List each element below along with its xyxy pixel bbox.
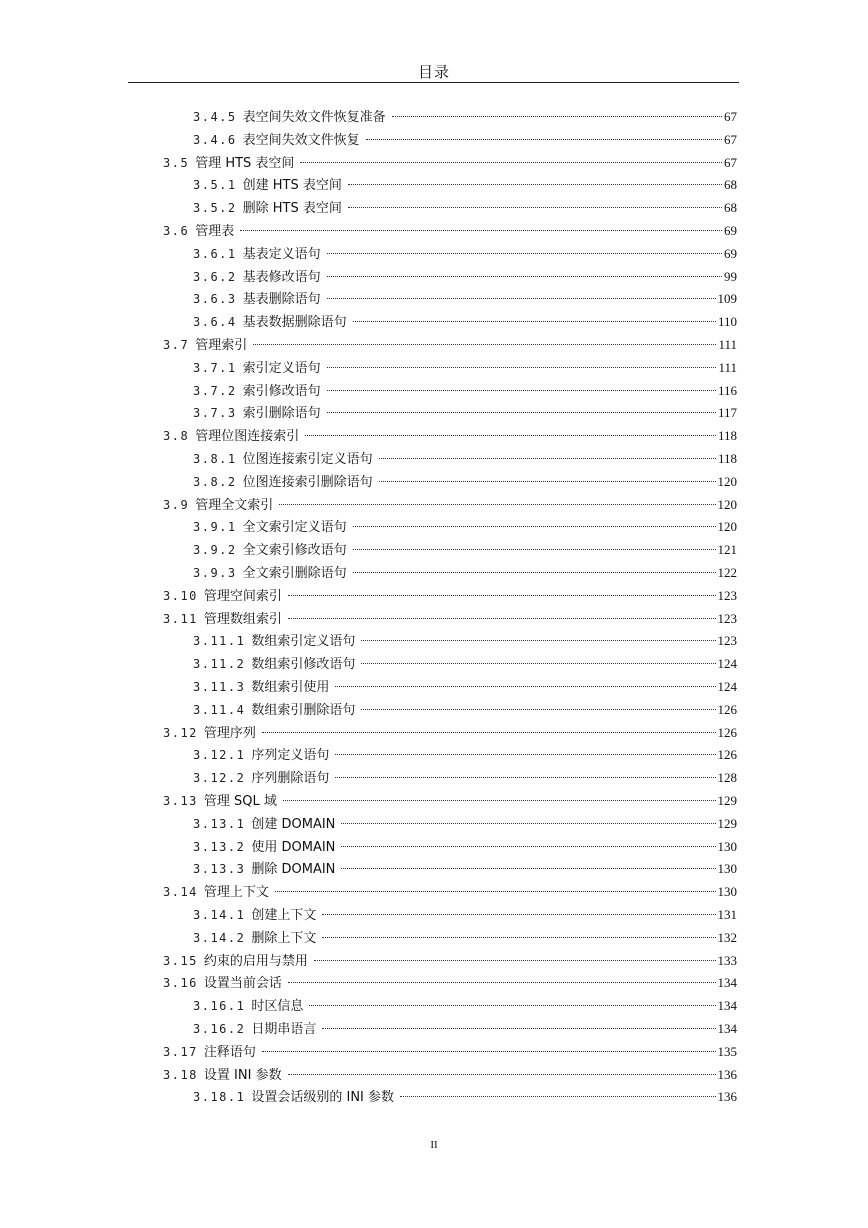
toc-entry-title: 管理数组索引 <box>203 611 282 627</box>
toc-entry-number: 3.16.2 <box>193 1022 246 1036</box>
toc-entry-page: 68 <box>724 177 737 193</box>
toc-entry[interactable] <box>163 1064 737 1087</box>
toc-entry-title: 序列删除语句 <box>251 771 330 787</box>
toc-entry-page: 120 <box>717 519 737 535</box>
toc-entry-number: 3.12.1 <box>193 748 246 763</box>
toc-entry-number: 3.9.2 <box>193 543 237 558</box>
toc-entry-number: 3.8.1 <box>193 452 237 466</box>
toc-entry-number: 3.16.1 <box>193 999 246 1014</box>
toc-entry-number: 3.9.1 <box>193 520 237 535</box>
toc-entry-number: 3.13 <box>163 794 198 808</box>
toc-dot-leader <box>353 321 716 322</box>
toc-entry-page: 130 <box>717 884 737 900</box>
toc-entry-number: 3.13.3 <box>193 862 246 877</box>
toc-entry[interactable] <box>163 425 737 448</box>
toc-entry[interactable] <box>193 539 737 562</box>
toc-entry-number: 3.6.4 <box>193 315 237 330</box>
toc-dot-leader <box>366 139 722 140</box>
toc-entry-page: 128 <box>717 770 737 786</box>
toc-entry-page: 121 <box>717 542 737 558</box>
toc-dot-leader <box>348 207 722 208</box>
toc-entry[interactable] <box>193 380 737 403</box>
toc-entry-number: 3.7 <box>163 338 190 352</box>
toc-entry-page: 134 <box>717 975 737 991</box>
toc-entry-number: 3.8.2 <box>193 474 237 489</box>
toc-entry-title: 注释语句 <box>203 1044 256 1060</box>
toc-entry-page: 123 <box>717 587 737 603</box>
toc-dot-leader <box>353 572 716 573</box>
toc-entry-title: 位图连接索引定义语句 <box>242 452 373 467</box>
toc-entry-title: 基表数据删除语句 <box>242 315 347 331</box>
toc-entry-title: 数组索引使用 <box>251 680 330 695</box>
toc-entry-page: 130 <box>717 838 737 854</box>
toc-entry-number: 3.5.1 <box>193 178 237 193</box>
toc-dot-leader <box>288 618 716 619</box>
toc-entry-number: 3.7.1 <box>193 360 237 375</box>
toc-entry-title: 位图连接索引删除语句 <box>242 474 373 490</box>
page-number: II <box>430 1139 438 1151</box>
toc-entry[interactable] <box>193 448 737 471</box>
toc-entry[interactable] <box>163 722 737 745</box>
toc-entry-title: 设置 INI 参数 <box>203 1067 282 1083</box>
toc-entry[interactable] <box>193 676 737 699</box>
toc-entry-page: 118 <box>717 451 737 466</box>
toc-dot-leader <box>353 526 716 527</box>
toc-entry-title: 全文索引修改语句 <box>242 543 347 559</box>
toc-entry-title: 删除上下文 <box>251 930 317 946</box>
toc-entry[interactable] <box>163 881 737 904</box>
toc-entry-title: 基表定义语句 <box>242 246 321 262</box>
toc-dot-leader <box>240 230 722 231</box>
toc-entry-title: 索引修改语句 <box>242 383 321 399</box>
toc-dot-leader <box>288 595 716 596</box>
toc-entry-title: 创建 HTS 表空间 <box>242 178 342 194</box>
toc-dot-leader <box>361 663 715 664</box>
toc-entry-title: 创建 DOMAIN <box>251 816 336 832</box>
toc-entry-number: 3.14.2 <box>193 930 246 945</box>
toc-entry-title: 全文索引定义语句 <box>242 520 347 536</box>
toc-entry-number: 3.13.2 <box>193 839 246 854</box>
toc-entry[interactable] <box>193 767 737 790</box>
toc-entry-title: 表空间失效文件恢复 <box>242 132 360 148</box>
toc-entry[interactable] <box>193 630 737 653</box>
toc-entry-number: 3.15 <box>163 953 198 968</box>
toc-entry[interactable] <box>193 197 737 220</box>
toc-entry[interactable] <box>193 266 737 289</box>
toc-dot-leader <box>262 732 716 733</box>
toc-entry-page: 111 <box>718 359 737 375</box>
toc-entry[interactable] <box>193 106 737 129</box>
toc-entry-title: 数组索引定义语句 <box>251 634 356 650</box>
toc-dot-leader <box>253 344 716 345</box>
toc-dot-leader <box>400 1096 715 1097</box>
toc-entry[interactable] <box>193 311 737 334</box>
toc-entry-number: 3.9.3 <box>193 566 237 580</box>
toc-entry[interactable] <box>193 858 737 881</box>
toc-dot-leader <box>322 937 715 938</box>
toc-entry-number: 3.7.2 <box>193 383 237 398</box>
toc-entry-page: 67 <box>724 154 737 170</box>
toc-entry-number: 3.6.2 <box>193 269 237 284</box>
toc-entry[interactable] <box>193 129 737 152</box>
toc-entry-title: 管理表 <box>195 224 235 239</box>
toc-dot-leader <box>379 458 716 459</box>
toc-entry-page: 133 <box>717 952 737 968</box>
toc-entry-number: 3.4.6 <box>193 132 237 147</box>
toc-entry-page: 130 <box>717 861 737 877</box>
toc-entry-page: 111 <box>718 337 737 352</box>
toc-dot-leader <box>262 1051 716 1052</box>
toc-entry-title: 管理位图连接索引 <box>195 429 300 445</box>
toc-dot-leader <box>327 298 716 299</box>
toc-dot-leader <box>327 390 716 391</box>
toc-entry-title: 全文索引删除语句 <box>242 566 347 581</box>
toc-dot-leader <box>314 960 716 961</box>
toc-entry-title: 表空间失效文件恢复准备 <box>242 110 386 125</box>
toc-dot-leader <box>288 982 716 983</box>
toc-dot-leader <box>341 823 715 824</box>
toc-dot-leader <box>322 1028 715 1029</box>
toc-entry-number: 3.11.1 <box>193 634 246 649</box>
toc-dot-leader <box>275 891 716 892</box>
toc-entry[interactable] <box>193 813 737 836</box>
toc-entry[interactable] <box>193 243 737 266</box>
toc-dot-leader <box>309 1005 715 1006</box>
toc-entry-number: 3.11.2 <box>193 657 246 672</box>
toc-entry-number: 3.13.1 <box>193 816 246 831</box>
toc-entry-page: 126 <box>717 747 737 763</box>
page-header-title: 目录 <box>417 63 450 81</box>
toc-entry[interactable] <box>193 927 737 950</box>
toc-entry-title: 时区信息 <box>251 999 304 1015</box>
toc-entry[interactable] <box>193 471 737 494</box>
toc-dot-leader <box>288 1074 716 1075</box>
toc-entry-page: 126 <box>717 724 737 740</box>
toc-entry-number: 3.18 <box>163 1067 198 1082</box>
toc-entry-number: 3.5.2 <box>193 201 237 216</box>
toc-entry-title: 管理序列 <box>203 725 256 741</box>
toc-dot-leader <box>335 686 715 687</box>
toc-entry-number: 3.16 <box>163 976 198 991</box>
toc-entry[interactable] <box>163 608 737 631</box>
toc-entry[interactable] <box>193 699 737 722</box>
toc-entry[interactable] <box>163 1041 737 1064</box>
toc-entry[interactable] <box>193 288 737 311</box>
toc-entry-page: 120 <box>717 496 737 512</box>
toc-entry-number: 3.14 <box>163 885 198 900</box>
toc-entry[interactable] <box>193 653 737 676</box>
toc-entry-title: 序列定义语句 <box>251 748 330 764</box>
toc-entry-number: 3.12.2 <box>193 771 246 786</box>
toc-entry[interactable] <box>193 562 737 585</box>
toc-entry[interactable] <box>163 790 737 813</box>
toc-entry-page: 110 <box>717 314 737 330</box>
toc-entry-number: 3.8 <box>163 429 190 444</box>
toc-entry-page: 124 <box>717 656 737 672</box>
toc-entry-number: 3.11 <box>163 611 198 626</box>
toc-dot-leader <box>335 777 715 778</box>
toc-entry-title: 创建上下文 <box>251 908 317 923</box>
toc-entry-title: 索引删除语句 <box>242 406 321 422</box>
header-rule <box>128 82 739 83</box>
toc-entry-page: 132 <box>717 929 737 945</box>
toc-entry-number: 3.14.1 <box>193 908 246 922</box>
toc-entry[interactable] <box>193 995 737 1018</box>
toc-entry-number: 3.5 <box>163 155 190 170</box>
toc-entry-page: 67 <box>724 109 737 124</box>
toc-entry[interactable] <box>163 972 737 995</box>
toc-dot-leader <box>283 800 716 801</box>
toc-entry-title: 设置当前会话 <box>203 976 282 992</box>
toc-entry-page: 99 <box>724 268 737 284</box>
toc-entry-page: 67 <box>724 131 737 147</box>
toc-entry-title: 索引定义语句 <box>242 360 321 376</box>
toc-entry-title: 数组索引修改语句 <box>251 657 356 673</box>
toc-entry-number: 3.6.3 <box>193 292 237 307</box>
toc-entry-page: 136 <box>717 1089 737 1105</box>
toc-entry-number: 3.17 <box>163 1044 198 1059</box>
toc-entry-page: 126 <box>717 701 737 717</box>
toc-entry-page: 122 <box>717 565 737 580</box>
toc-dot-leader <box>327 367 717 368</box>
toc-dot-leader <box>341 868 715 869</box>
toc-dot-leader <box>300 162 722 163</box>
toc-entry-page: 118 <box>717 428 737 444</box>
toc-entry-title: 基表修改语句 <box>242 269 321 285</box>
toc-dot-leader <box>322 914 715 915</box>
toc-entry-page: 68 <box>724 200 737 216</box>
toc-entry-number: 3.11.4 <box>193 702 246 717</box>
toc-entry-page: 131 <box>717 907 737 922</box>
toc-entry-title: 数组索引删除语句 <box>251 702 356 718</box>
toc-entry[interactable] <box>193 174 737 197</box>
toc-entry[interactable] <box>163 585 737 608</box>
toc-dot-leader <box>335 754 715 755</box>
toc-entry[interactable] <box>193 516 737 539</box>
toc-entry-number: 3.4.5 <box>193 110 237 124</box>
toc-entry-page: 129 <box>717 815 737 831</box>
toc-entry-title: 管理 HTS 表空间 <box>195 155 295 171</box>
toc-entry-number: 3.18.1 <box>193 1090 246 1105</box>
toc-entry[interactable] <box>163 494 737 517</box>
toc-entry-number: 3.12 <box>163 725 198 740</box>
toc-entry-title: 设置会话级别的 INI 参数 <box>251 1090 395 1106</box>
toc-dot-leader <box>353 549 716 550</box>
toc-dot-leader <box>279 504 715 505</box>
toc-dot-leader <box>392 116 722 117</box>
toc-dot-leader <box>348 184 722 185</box>
toc-entry-page: 69 <box>724 223 737 238</box>
toc-entry-title: 删除 DOMAIN <box>251 862 336 878</box>
toc-entry-number: 3.6.1 <box>193 246 237 261</box>
toc-dot-leader <box>305 435 716 436</box>
toc-entry-page: 135 <box>717 1043 737 1059</box>
toc-entry-page: 136 <box>717 1066 737 1082</box>
toc-entry[interactable] <box>193 402 737 425</box>
toc-entry-page: 109 <box>717 291 737 307</box>
toc-entry[interactable] <box>163 220 737 243</box>
toc-entry-title: 管理上下文 <box>203 885 269 901</box>
toc-dot-leader <box>341 846 715 847</box>
toc-entry-title: 基表删除语句 <box>242 292 321 308</box>
toc-entry-page: 120 <box>717 473 737 489</box>
toc-entry-page: 123 <box>717 610 737 626</box>
toc-dot-leader <box>327 276 722 277</box>
toc-entry-page: 123 <box>717 633 737 649</box>
toc-dot-leader <box>361 640 715 641</box>
toc-entry-number: 3.9 <box>163 497 190 512</box>
toc-entry-number: 3.10 <box>163 588 198 603</box>
toc-entry[interactable] <box>163 334 737 357</box>
toc-entry-number: 3.6 <box>163 224 190 238</box>
toc-entry[interactable] <box>193 1018 737 1041</box>
toc-entry-page: 134 <box>717 998 737 1014</box>
toc-entry[interactable] <box>163 152 737 175</box>
toc-entry-title: 使用 DOMAIN <box>251 839 336 855</box>
toc-entry-title: 管理空间索引 <box>203 588 282 604</box>
toc-entry-page: 69 <box>724 245 737 261</box>
toc-entry-title: 删除 HTS 表空间 <box>242 201 342 217</box>
toc-entry-title: 日期串语言 <box>251 1022 317 1037</box>
toc-entry[interactable] <box>193 836 737 859</box>
toc-dot-leader <box>327 253 722 254</box>
toc-entry[interactable] <box>163 950 737 973</box>
toc-entry-title: 管理全文索引 <box>195 497 274 513</box>
toc-entry-page: 134 <box>717 1021 737 1036</box>
toc-entry-page: 124 <box>717 679 737 694</box>
toc-entry-page: 129 <box>717 793 737 808</box>
toc-dot-leader <box>379 481 716 482</box>
toc-entry-number: 3.11.3 <box>193 680 246 694</box>
toc-entry-number: 3.7.3 <box>193 406 237 421</box>
toc-entry[interactable] <box>193 904 737 927</box>
toc-entry-title: 约束的启用与禁用 <box>203 953 308 969</box>
toc-entry-title: 管理 SQL 域 <box>203 794 277 809</box>
toc-dot-leader <box>327 412 716 413</box>
toc-entry-page: 116 <box>717 382 737 398</box>
toc-dot-leader <box>361 709 715 710</box>
toc-entry-title: 管理索引 <box>195 338 248 353</box>
toc-entry[interactable] <box>193 744 737 767</box>
toc-entry[interactable] <box>193 1086 737 1109</box>
toc-entry-page: 117 <box>717 405 737 421</box>
toc-entry[interactable] <box>193 357 737 380</box>
